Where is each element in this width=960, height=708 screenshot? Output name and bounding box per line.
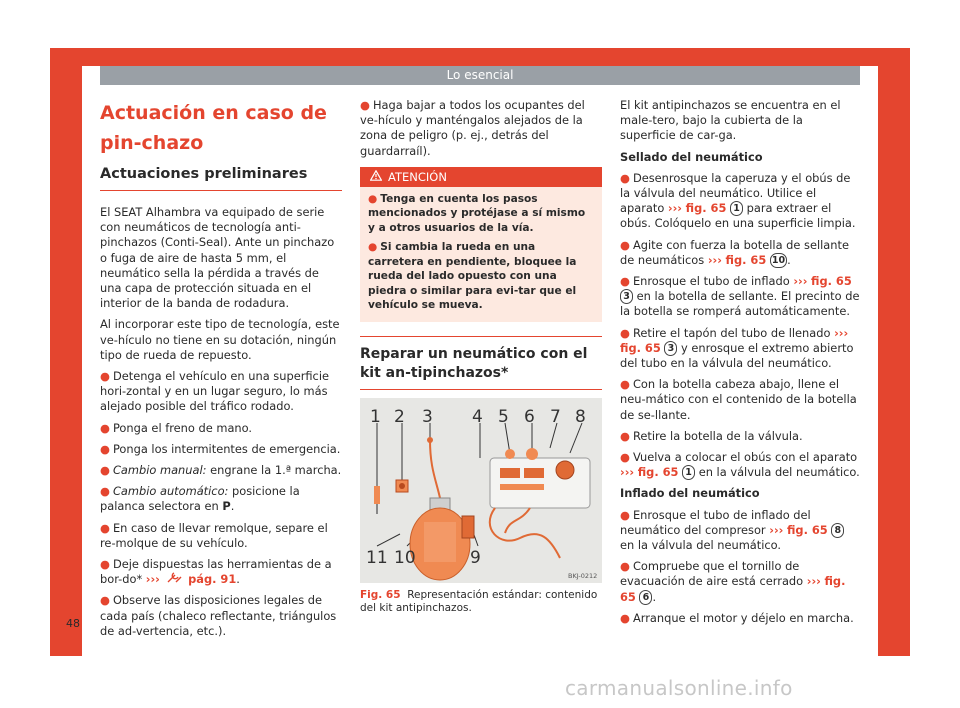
- list-item: ● Haga bajar a todos los ocupantes del ve-hículo y manténgalos alejados de la zona de peligro (p. ej., detrás del guardarraíl).: [360, 98, 585, 158]
- bullet-icon: ●: [360, 98, 370, 112]
- list-item: ● Ponga los intermitentes de emergencia.: [100, 441, 341, 456]
- item-number-badge: 3: [664, 341, 677, 356]
- list-item: ● Deje dispuestas las herramientas de a bor-do* ››› pág. 91.: [100, 557, 332, 587]
- cross-ref-link[interactable]: fig. 65: [786, 522, 828, 537]
- list-item: ● Detenga el vehículo en una superficie hori-zontal y en un lugar seguro, lo más alejado posible del tráfico rodado.: [100, 369, 329, 414]
- bullet-icon: ●: [620, 377, 630, 392]
- list-item: ● Enrosque el tubo de inflado del neumático del compresor ››› fig. 65 8 en la válvula del neumático.: [620, 508, 860, 554]
- cross-ref-link[interactable]: fig. 65: [620, 340, 661, 355]
- figure-label: 9: [470, 547, 481, 568]
- list-item: ● Retire la botella de la válvula.: [620, 428, 803, 443]
- cross-ref-link[interactable]: fig. 65: [811, 274, 852, 289]
- warning-triangle-icon: [370, 167, 382, 187]
- bullet-icon: ●: [620, 325, 630, 340]
- figure-caption: Fig. 65 Representación estándar: contenido del kit antipinchazos.: [360, 588, 598, 615]
- wrench-tools-icon: [166, 572, 183, 584]
- warning-box: [360, 167, 602, 322]
- cross-ref-link[interactable]: fig. 65: [725, 252, 767, 267]
- section-subtitle: Actuaciones preliminares: [100, 166, 308, 182]
- list-item: ● Cambio manual: engrane la 1.ª marcha.: [100, 463, 342, 478]
- cross-ref-arrow: ›››: [145, 572, 160, 587]
- page-number: 48: [66, 617, 80, 630]
- figure-label: 10: [394, 547, 416, 568]
- paragraph: El SEAT Alhambra va equipado de serie con neumáticos de tecnología anti-pinchazos (Conti-Seal). Ante un pinchazo o fuga de aire de hasta 5 mm, el neumático sella la pérdida a través de una capa de protección situada en el interior de la banda de rodadura.: [100, 205, 335, 311]
- bullet-icon: ●: [100, 463, 110, 478]
- bullet-icon: ●: [620, 170, 630, 185]
- bullet-icon: ●: [620, 237, 630, 252]
- list-item: ● Agite con fuerza la botella de sellante de neumáticos ››› fig. 65 10 .: [620, 237, 849, 267]
- item-number-badge: 1: [682, 465, 695, 480]
- bullet-icon: ●: [620, 450, 630, 465]
- figure-code: BKJ-0212: [568, 571, 598, 580]
- tire-kit-figure: [360, 398, 602, 583]
- figure-label: 3: [422, 406, 433, 427]
- bullet-icon: ●: [620, 559, 630, 574]
- bullet-icon: ●: [100, 520, 110, 535]
- list-item: ● Arranque el motor y déjelo en marcha.: [620, 610, 854, 625]
- figure-label: 11: [366, 547, 388, 568]
- bullet-icon: ●: [100, 369, 110, 384]
- warning-item: ● Si cambia la rueda en una carretera en pendiente, bloquee la rueda del lado opuesto con una piedra o similar para evi-tar que el vehículo se mueva.: [368, 241, 577, 312]
- bullet-icon: ●: [100, 420, 110, 435]
- list-item: ● Vuelva a colocar el obús con el aparato ››› fig. 65 1 en la válvula del neumático.: [620, 450, 860, 480]
- list-item: ● Retire el tapón del tubo de llenado ››› fig. 65 3 y enrosque el extremo abierto del tubo en la válvula del neumático.: [620, 325, 854, 371]
- bullet-icon: ●: [100, 484, 110, 499]
- bullet-icon: ●: [620, 428, 630, 443]
- bullet-icon: ●: [620, 610, 630, 625]
- item-number-badge: 6: [639, 590, 652, 605]
- item-number-badge: 8: [831, 523, 844, 538]
- figure-label: 1: [370, 406, 381, 427]
- figure-label: 5: [498, 406, 509, 427]
- figure-label: 6: [524, 406, 535, 427]
- subtitle-divider: [360, 389, 602, 390]
- bullet-icon: ●: [620, 274, 630, 289]
- bullet-icon: ●: [100, 593, 110, 608]
- paragraph: El kit antipinchazos se encuentra en el male-tero, bajo la cubierta de la superficie de car-ga.: [620, 98, 841, 143]
- watermark: carmanualsonline.info: [565, 676, 793, 700]
- subtitle-divider: [100, 190, 342, 191]
- bullet-icon: ●: [100, 441, 110, 456]
- subsection-heading: Inflado del neumático: [620, 486, 760, 501]
- list-item: ● Desenrosque la caperuza y el obús de la válvula del neumático. Utilice el aparato ››› fig. 65 1 para extraer el obús. Colóquelo en una superficie limpia.: [620, 170, 856, 231]
- section-header: Lo esencial: [100, 66, 860, 85]
- list-item: ● Cambio automático: posicione la palanca selectora en P.: [100, 484, 300, 514]
- warning-header: ATENCIÓN: [360, 167, 602, 187]
- figure-label: 2: [394, 406, 405, 427]
- figure-label: 4: [472, 406, 483, 427]
- column-middle: [360, 98, 602, 616]
- figure-label: 8: [575, 406, 586, 427]
- cross-ref-link[interactable]: fig. 65: [620, 574, 846, 604]
- tire-kit-illustration: [360, 398, 602, 583]
- item-number-badge: 10: [771, 254, 786, 266]
- column-right: [620, 98, 860, 632]
- item-number-badge: 1: [730, 201, 743, 216]
- figure-label: 7: [550, 406, 561, 427]
- cross-ref-link[interactable]: pág. 91: [188, 572, 237, 587]
- warning-item: ● Tenga en cuenta los pasos mencionados y protéjase a sí mismo y a otros usuarios de la vía.: [368, 192, 586, 234]
- list-item: ● Compruebe que el tornillo de evacuación de aire está cerrado ››› fig. 65 6 .: [620, 559, 846, 604]
- list-item: ● Ponga el freno de mano.: [100, 420, 253, 435]
- bullet-icon: ●: [620, 507, 630, 522]
- bullet-icon: ●: [100, 557, 110, 572]
- paragraph: Al incorporar este tipo de tecnología, este ve-hículo no tiene en su dotación, ningún tipo de rueda de repuesto.: [100, 317, 340, 362]
- bullet-icon: ●: [368, 192, 378, 205]
- list-item: ● En caso de llevar remolque, separe el re-molque de su vehículo.: [100, 520, 328, 550]
- section-divider: [360, 336, 602, 337]
- section-subtitle: Reparar un neumático con el kit an-tipinchazos*: [360, 345, 588, 381]
- list-item: ● Enrosque el tubo de inflado ››› fig. 65 3 en la botella de sellante. El precinto de la botella se romperá automáticamente.: [620, 274, 860, 319]
- list-item: ● Con la botella cabeza abajo, llene el neu-mático con el contenido de la botella de se-llante.: [620, 377, 857, 422]
- cross-ref-link[interactable]: fig. 65: [685, 201, 727, 216]
- subsection-heading: Sellado del neumático: [620, 149, 763, 164]
- cross-ref-link[interactable]: fig. 65: [637, 465, 679, 480]
- item-number-badge: 3: [620, 289, 633, 304]
- page-title: Actuación en caso de pin-chazo: [100, 102, 327, 154]
- column-left: [100, 98, 342, 645]
- list-item: ● Observe las disposiciones legales de cada país (chaleco reflectante, triángulos de ad-vertencia, etc.).: [100, 593, 337, 638]
- bullet-icon: ●: [368, 241, 378, 254]
